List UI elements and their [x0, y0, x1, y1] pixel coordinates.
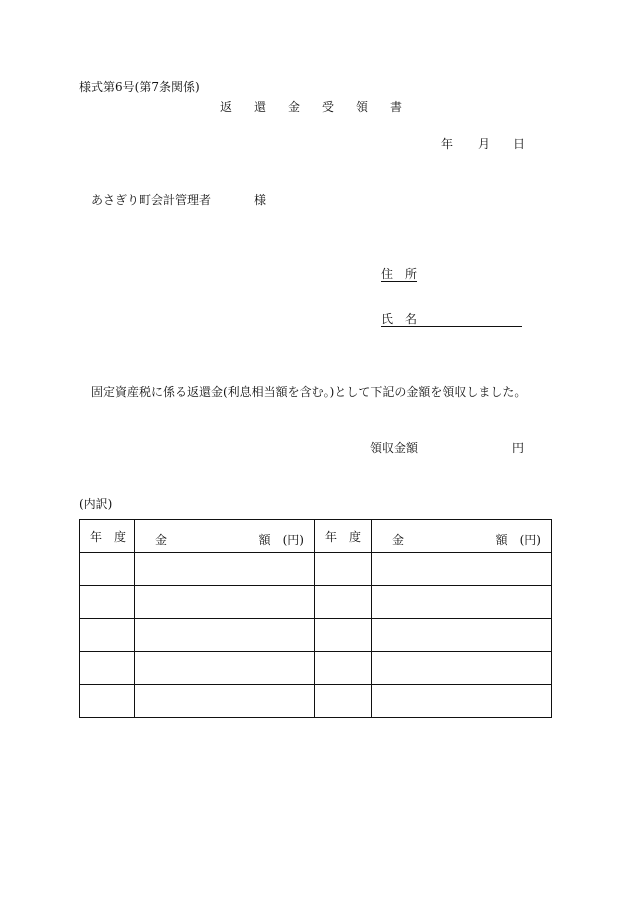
cell-amount[interactable]	[135, 685, 315, 718]
amount-unit: 円	[512, 441, 525, 455]
header-amount-right: 額 (円)	[258, 533, 304, 547]
cell-year[interactable]	[315, 685, 372, 718]
cell-amount[interactable]	[135, 586, 315, 619]
cell-amount[interactable]	[372, 652, 552, 685]
cell-year[interactable]	[80, 685, 135, 718]
cell-year[interactable]	[80, 652, 135, 685]
name-underline	[381, 326, 522, 327]
cell-year[interactable]	[315, 652, 372, 685]
cell-amount[interactable]	[135, 619, 315, 652]
addressee-honorific: 様	[254, 193, 267, 207]
document-title	[220, 101, 424, 113]
date-day: 日	[513, 137, 526, 151]
date-month: 月	[478, 137, 491, 151]
cell-amount[interactable]	[372, 685, 552, 718]
cell-year[interactable]	[80, 619, 135, 652]
table-header-row	[80, 520, 552, 553]
receipt-statement: 固定資産税に係る返還金(利息相当額を含む。)として下記の金額を領収しました。	[91, 385, 527, 399]
cell-amount[interactable]	[372, 586, 552, 619]
title-char: 領	[356, 100, 369, 114]
addressee-name: あさぎり町会計管理者	[91, 193, 212, 207]
name-label: 氏 名	[381, 312, 418, 326]
header-amount	[135, 520, 315, 553]
cell-amount[interactable]	[372, 619, 552, 652]
table-row	[80, 685, 552, 718]
cell-amount[interactable]	[135, 553, 315, 586]
cell-amount[interactable]	[135, 652, 315, 685]
table-row	[80, 553, 552, 586]
title-char: 還	[254, 100, 267, 114]
cell-year[interactable]	[315, 619, 372, 652]
table-row	[80, 619, 552, 652]
title-char: 返	[220, 100, 233, 114]
date-year: 年	[441, 137, 454, 151]
cell-amount[interactable]	[372, 553, 552, 586]
cell-year[interactable]	[80, 586, 135, 619]
header-year: 年 度	[80, 520, 135, 553]
cell-year[interactable]	[315, 553, 372, 586]
amount-label: 領収金額	[370, 441, 419, 455]
table-row	[80, 652, 552, 685]
table-row	[80, 586, 552, 619]
header-amount-right: 額 (円)	[495, 533, 541, 547]
header-amount-left: 金	[392, 533, 405, 547]
title-char: 金	[288, 100, 301, 114]
breakdown-table	[79, 519, 552, 718]
header-amount	[372, 520, 552, 553]
header-amount-left: 金	[155, 533, 168, 547]
breakdown-label: (内訳)	[79, 497, 113, 511]
form-number: 様式第6号(第7条関係)	[79, 80, 200, 94]
cell-year[interactable]	[315, 586, 372, 619]
header-year: 年 度	[315, 520, 372, 553]
address-label: 住 所	[381, 267, 418, 281]
title-char: 受	[322, 100, 335, 114]
title-char: 書	[390, 100, 403, 114]
cell-year[interactable]	[80, 553, 135, 586]
